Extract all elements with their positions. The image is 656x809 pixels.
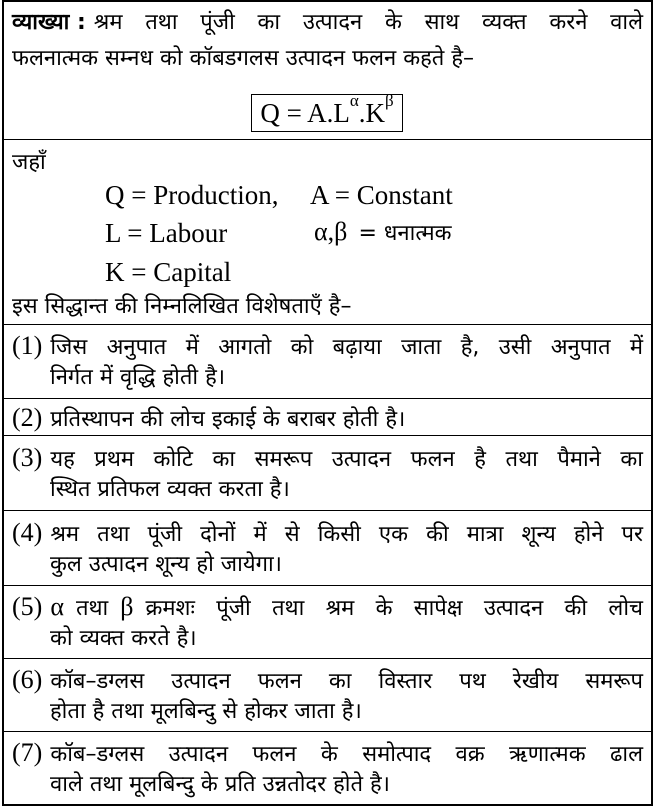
feature-number: (2) xyxy=(12,403,43,432)
alphabeta-symbols: α,β xyxy=(314,217,348,246)
divider xyxy=(4,139,651,140)
alphabeta-text: = धनात्मक xyxy=(358,221,452,246)
feature-number: (1) xyxy=(12,331,43,360)
feature-number: (5) xyxy=(12,592,43,621)
feature-text: क्रमशः पूंजी तथा श्रम के सापेक्ष उत्पादन की लोच xyxy=(145,596,643,621)
feature-text: कॉब–डग्लस उत्पादन फलन का विस्तार पथ रेखीय समरूप xyxy=(50,669,643,694)
features-intro: इस सिद्धान्त की निम्नलिखित विशेषताएँ है– xyxy=(12,294,352,319)
cobb-douglas-formula xyxy=(251,91,403,132)
feature-text: प्रतिस्थापन की लोच इकाई के बराबर होती है। xyxy=(50,407,406,432)
explanation-box xyxy=(2,0,653,806)
divider xyxy=(4,324,651,325)
explanation-line-2: फलनात्मक सम्नध को कॉबडगलस उत्पादन फलन कहते है– xyxy=(12,46,475,71)
explanation-heading: व्याख्या : xyxy=(12,10,86,35)
feature-text: जिस अनुपात में आगतो को बढ़ाया जाता है, उसी अनुपात में xyxy=(50,335,643,360)
feature-text: श्रम तथा पूंजी दोनों में से किसी एक की मात्रा शून्य होने पर xyxy=(50,522,643,547)
alpha-symbol: α xyxy=(50,592,64,621)
def-l: L = Labour xyxy=(105,218,228,248)
feature-text-continued: वाले तथा मूलबिन्दु के प्रति उन्नतोदर होते है। xyxy=(50,772,391,797)
def-a: A = Constant xyxy=(310,180,453,210)
feature-number: (4) xyxy=(12,518,43,547)
def-k: K = Capital xyxy=(105,257,232,287)
feature-number: (6) xyxy=(12,665,43,694)
divider xyxy=(4,585,651,586)
feature-number: (3) xyxy=(12,443,43,472)
feature-text-continued: को व्यक्त करते है। xyxy=(50,626,197,651)
feature-text-continued: स्थित प्रतिफल व्यक्त करता है। xyxy=(50,477,290,502)
where-label: जहाँ xyxy=(12,150,46,175)
def-q: Q = Production, xyxy=(105,180,279,210)
explanation-line-1 xyxy=(4,4,651,42)
feature-number: (7) xyxy=(12,738,43,767)
divider xyxy=(4,658,651,659)
formula-beta: β xyxy=(385,91,394,110)
formula-base: Q = A.L xyxy=(260,98,350,128)
divider xyxy=(4,435,651,436)
feature-text-continued: निर्गत में वृद्धि होती है। xyxy=(50,365,226,390)
formula-mid: .K xyxy=(358,98,385,128)
feature-and: तथा xyxy=(75,596,109,621)
beta-symbol: β xyxy=(120,592,134,621)
divider xyxy=(4,510,651,511)
feature-text-continued: होता है तथा मूलबिन्दु से होकर जाता है। xyxy=(50,699,362,724)
feature-text: यह प्रथम कोटि का समरूप उत्पादन फलन है तथा पैमाने का xyxy=(50,447,643,472)
feature-text-continued: कुल उत्पादन शून्य हो जायेगा। xyxy=(50,552,283,577)
def-alphabeta xyxy=(314,214,452,252)
explanation-text: श्रम तथा पूंजी का उत्पादन के साथ व्यक्त करने वाले xyxy=(93,10,643,35)
divider xyxy=(4,731,651,732)
feature-text: कॉब–डग्लस उत्पादन फलन के समोत्पाद वक्र ऋणात्मक ढाल xyxy=(50,742,643,767)
formula-alpha: α xyxy=(349,91,359,110)
